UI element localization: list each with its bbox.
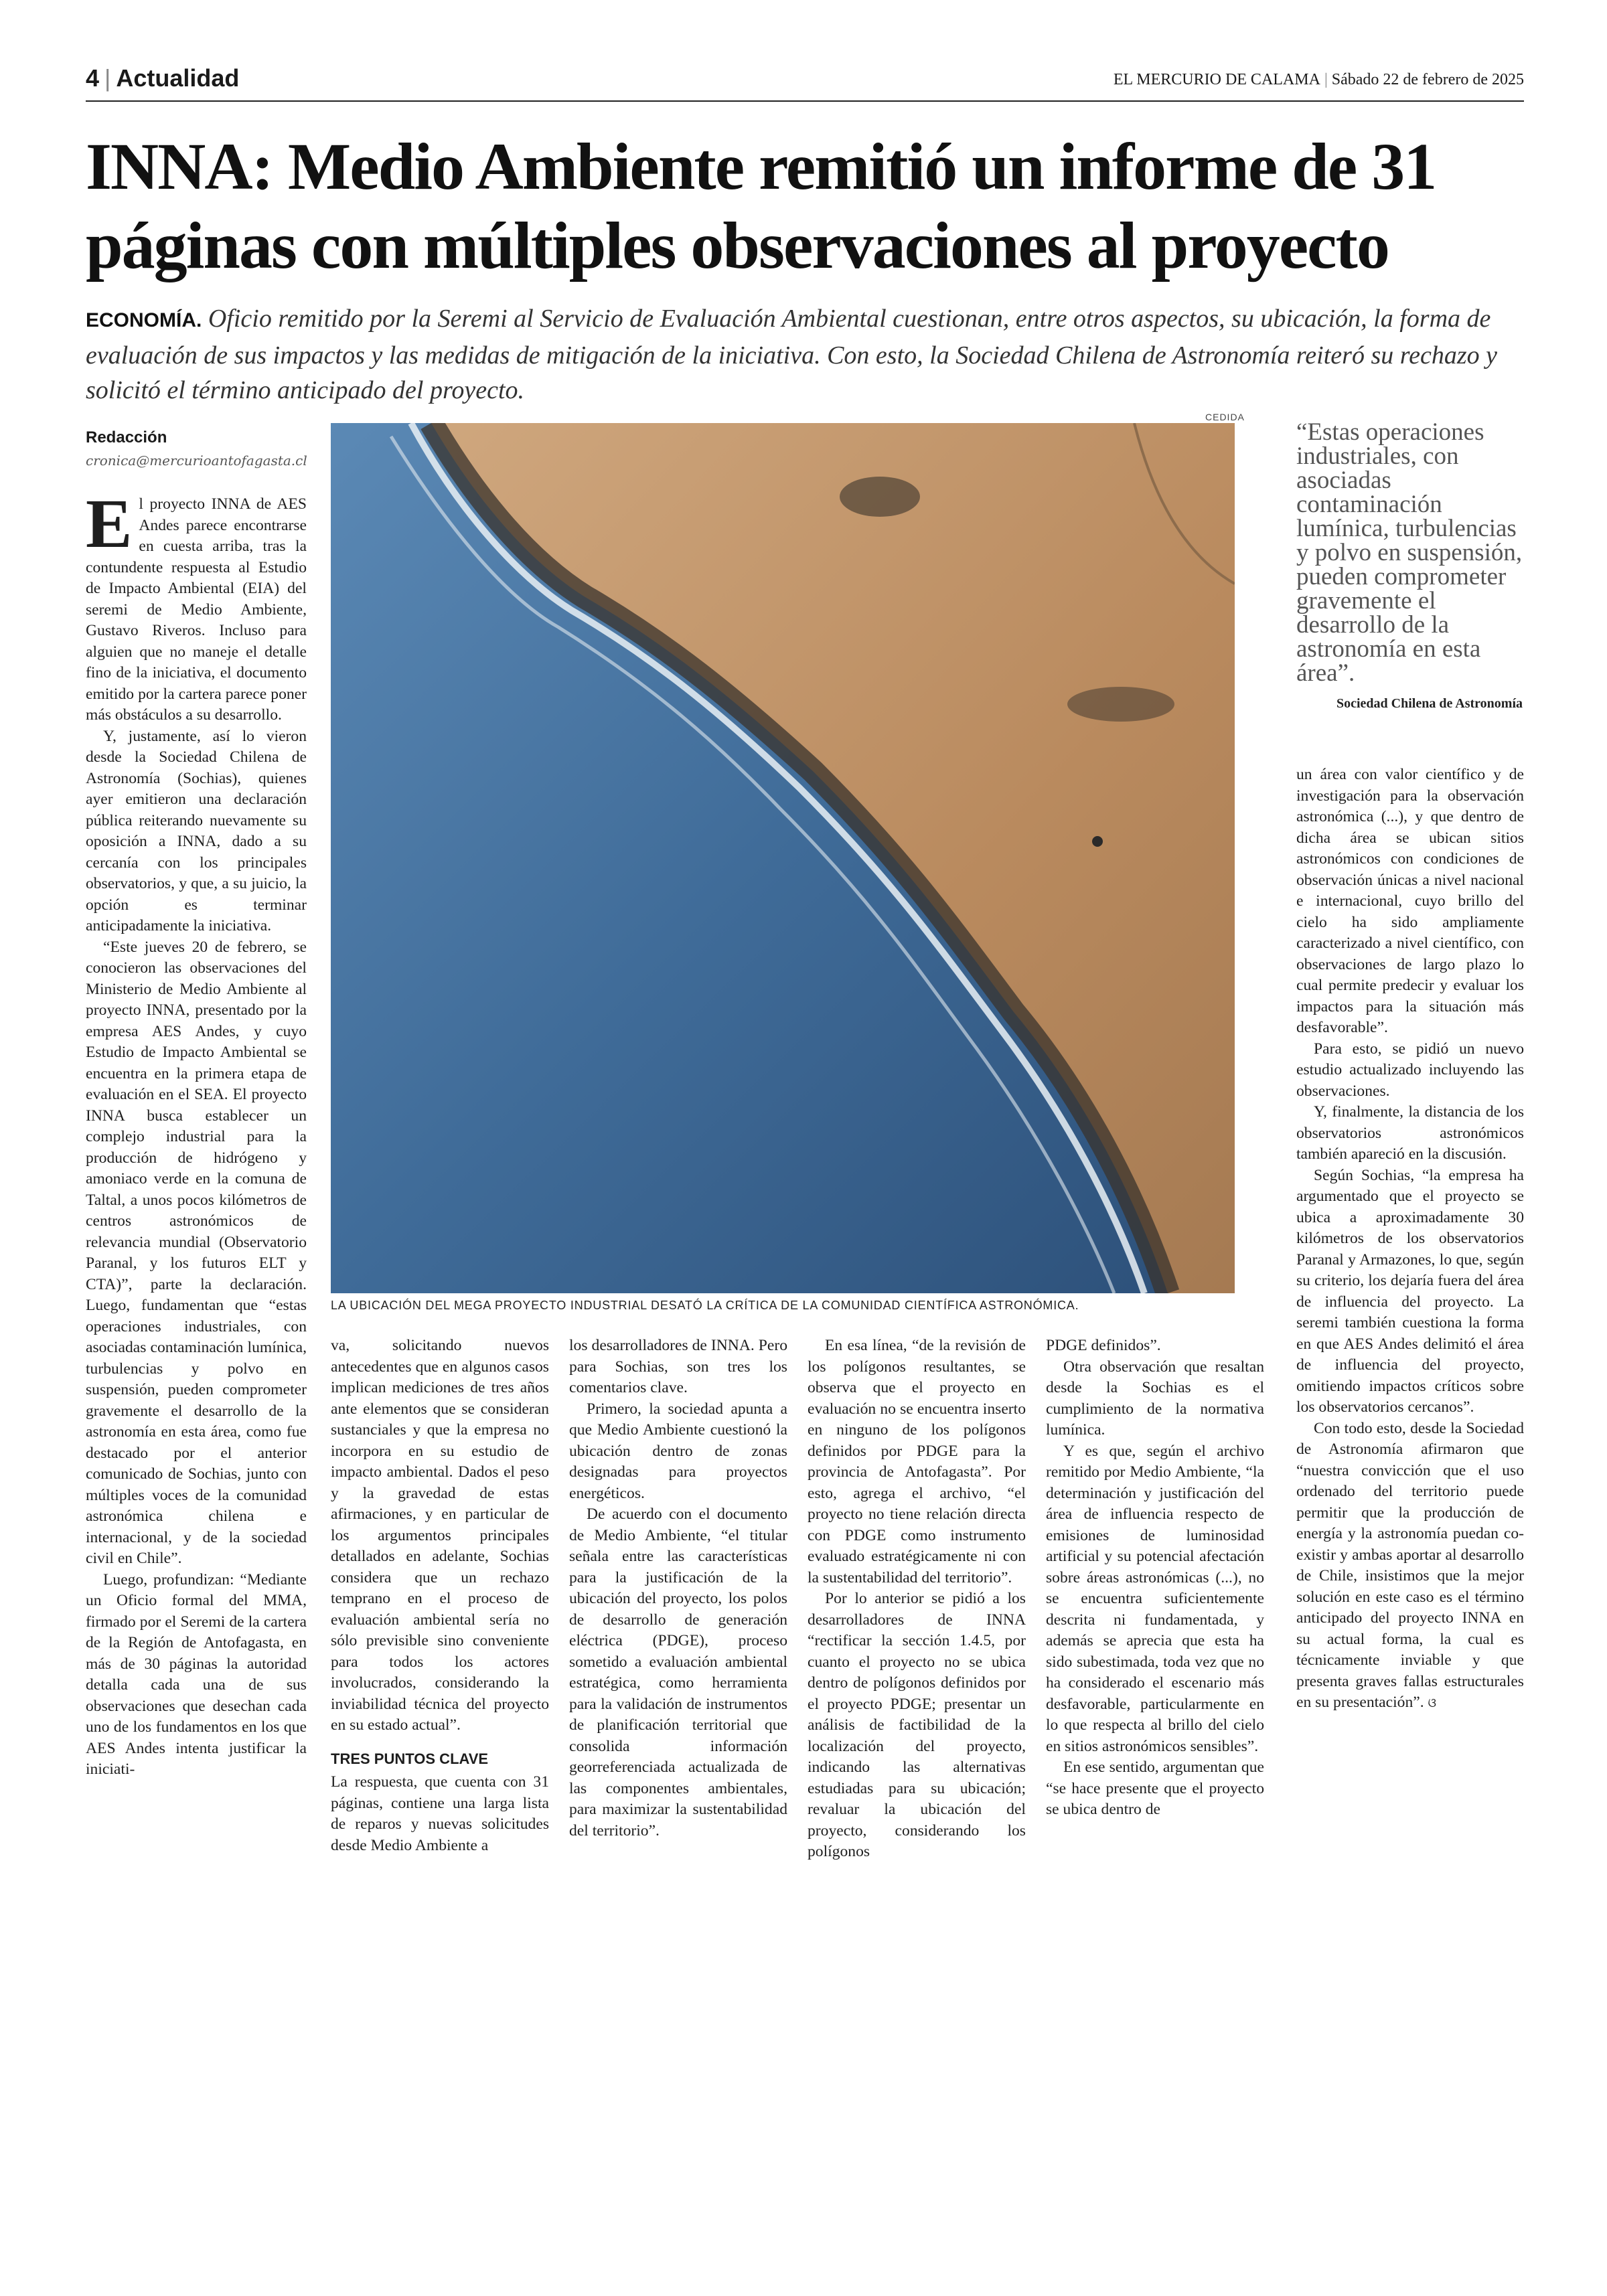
section-name: Actualidad <box>116 64 240 92</box>
body-paragraph: “Este jueves 20 de febrero, se conocieron las observaciones del Ministerio de Medio Ambiente al proyecto INNA, presentado por la empresa AES Andes, y cuyo Estudio de Impacto Ambiental se encuentra en la primera etapa de evaluación en el SEA. El proyecto INNA busca establecer un complejo industrial para la producción de hidrógeno y amoniaco verde en la comuna de Taltal, a unos pocos kilómetros de centros astronómicos de relevancia mundial (Observatorio Paranal, y los futuros ELT y CTA)”, parte la declaración. Luego, fundamentan que “estas operaciones industriales, con asociadas contaminación lumínica, turbulencias y polvo en suspensión, pueden comprometer gravemente el desarrollo de la astronomía en esta área, como fue destacado por el anterior comunicado de Sochias, junto con múltiples voces de la comunidad astronómica chilena e internacional, y de la sociedad civil en Chile”. <box>86 938 307 1567</box>
page-number: 4 <box>86 64 100 92</box>
body-paragraph: Y, justamente, así lo vieron desde la Sociedad Chilena de Astronomía (Sochias), quienes ayer emitieron una declaración pública reiterando nuevamente su oposición a INNA, dado a su cercanía con los principales observatorios, y que, a su juicio, la opción es terminar anticipadamente la iniciativa. <box>86 727 307 934</box>
body-column-1 <box>86 485 307 1781</box>
body-column-4 <box>808 1335 1026 1863</box>
divider: | <box>1324 71 1328 88</box>
byline-name: Redacción <box>86 428 167 446</box>
body-paragraph: Por lo anterior se pidió a los desarrolladores de INNA “rectificar la sección 1.4.5, por cuanto el proyecto no se ubica dentro de polígonos definidos por el proyecto PDGE; presentar un análisis de factibilidad de la localización del proyecto, indicando las alternativas estudiadas para su ubicación; revaluar la ubicación del proyecto, considerando los polígonos <box>808 1590 1026 1860</box>
publication-info <box>1114 71 1524 89</box>
body-paragraph: Primero, la sociedad apunta a que Medio Ambiente cuestionó la ubicación dentro de zonas designadas para proyectos energéticos. <box>569 1400 787 1502</box>
body-paragraph: Otra observación que resaltan desde la Sochias es el cumplimiento de la normativa lumínica. <box>1046 1358 1264 1439</box>
byline-email[interactable]: cronica@mercurioantofagasta.cl <box>86 453 307 469</box>
photo-caption: LA UBICACIÓN DEL MEGA PROYECTO INDUSTRIAL DESATÓ LA CRÍTICA DE LA COMUNIDAD CIENTÍFICA ASTRONÓMICA. <box>331 1299 1079 1312</box>
end-mark-icon: ଓ <box>1428 1696 1437 1710</box>
body-paragraph: PDGE definidos”. <box>1046 1337 1161 1354</box>
section-label <box>86 64 239 92</box>
body-paragraph: Para esto, se pidió un nuevo estudio actualizado incluyendo las observaciones. <box>1296 1040 1524 1100</box>
body-paragraph: La respuesta, que cuenta con 31 páginas, contiene una larga lista de reparos y nuevas solicitudes desde Medio Ambiente a <box>331 1773 549 1854</box>
body-paragraph: En ese sentido, argumentan que “se hace presente que el proyecto se ubica dentro de <box>1046 1758 1264 1818</box>
body-column-6 <box>1296 764 1524 1714</box>
body-paragraph: El proyecto INNA de AES Andes parece encontrarse en cuesta arriba, tras la contundente respuesta al Estudio de Impacto Ambiental (EIA) del seremi de Medio Ambiente, Gustavo Riveros. Incluso para alguien que no maneje el detalle fino de la iniciativa, el documento emitido por la cartera parece poner más obstáculos a su desarrollo. <box>86 485 307 724</box>
pull-quote: “Estas operaciones industriales, con asociadas contaminación lumínica, turbulencias y polvo en suspensión, pueden comprometer gravemente el desarrollo de la astronomía en esta área”. <box>1296 418 1523 687</box>
body-paragraph: Y es que, según el archivo remitido por Medio Ambiente, “la determinación y justificación del área de influencia respecto de emisiones de luminosidad artificial y su potencial afectación sobre áreas astronómicas (...), no se encuentra suficientemente descrita ni fundamentada, y además se aprecia que esta ha sido subestimada, toda vez que no ha considerado el escenario más desfavorable, particularmente en lo que respecta al brillo del cielo en sitios astronómicos sensibles”. <box>1046 1442 1264 1755</box>
lede <box>86 301 1524 408</box>
byline <box>86 428 307 469</box>
body-column-3 <box>569 1335 787 1841</box>
divider: | <box>104 64 111 92</box>
drop-cap: E <box>86 485 133 562</box>
body-paragraph: Y, finalmente, la distancia de los observatorios astronómicos también apareció en la discusión. <box>1296 1103 1524 1163</box>
photo-credit: CEDIDA <box>1205 412 1245 422</box>
coastline-image <box>331 423 1235 1293</box>
body-paragraph: va, solicitando nuevos antecedentes que en algunos casos implican mediciones de tres años ante elementos que se consideran sustanciales y que la empresa no incorpora en su estudio de impacto ambiental. Dados el peso y la gravedad de estas afirmaciones, y en particular de los argumentos principales detallados en adelante, Sochias considera que un rechazo temprano en el proceso de evaluación ambiental sería no sólo previsible sino conveniente para todos los actores involucrados, considerando la inviabilidad técnica del proyecto en su estado actual”. <box>331 1337 549 1734</box>
subhead: TRES PUNTOS CLAVE <box>331 1750 489 1767</box>
deck: Oficio remitido por la Seremi al Servicio de Evaluación Ambiental cuestionan, entre otros aspectos, su ubicación, la forma de evaluación de sus impactos y las medidas de mitigación de la iniciativa. Con esto, la Sociedad Chilena de Astronomía reiteró su rechazo y solicitó el término anticipado del proyecto. <box>86 305 1497 404</box>
publication-name: EL MERCURIO DE CALAMA <box>1113 71 1320 88</box>
publication-date: Sábado 22 de febrero de 2025 <box>1331 71 1524 88</box>
body-paragraph: un área con valor científico y de investigación para la observación astronómica (...), y que dentro de dicha área se ubican sitios astronómicos con condiciones de observación únicas a nivel nacional e internacional, cuyo brillo del cielo ha sido ampliamente caracterizado a nivel científico, con observaciones de largo plazo lo cual permite predecir y evaluar los impactos para la situación más desfavorable”. <box>1296 766 1524 1036</box>
body-paragraph: Luego, profundizan: “Mediante un Oficio formal del MMA, firmado por el Seremi de la cartera de la Región de Antofagasta, en más de 30 páginas la autoridad detalla cada una de sus observaciones que desechan cada uno de los fundamentos en los que AES Andes intenta justificar la iniciati- <box>86 1570 307 1778</box>
body-column-5 <box>1046 1335 1264 1821</box>
body-column-2 <box>331 1335 549 1856</box>
headline: INNA: Medio Ambiente remitió un informe de 31 páginas con múltiples observaciones al proyecto <box>86 129 1436 282</box>
coastline-photo <box>331 423 1235 1293</box>
kicker: ECONOMÍA. <box>86 309 202 331</box>
page-header <box>86 64 1524 102</box>
body-paragraph: Según Sochias, “la empresa ha argumentado que el proyecto se ubica a aproximadamente 30 kilómetros de los observatorios Paranal y Armazones, lo que, según su criterio, los dejaría fuera del área de influencia del proyecto. La seremi también cuestiona la forma en que AES Andes delimitó el área de influencia del proyecto, omitiendo impactos críticos sobre los observatorios cercanos”. <box>1296 1166 1524 1416</box>
body-paragraph: En esa línea, “de la revisión de los polígonos resultantes, se observa que el proyecto en evaluación no se encuentra inserto en ninguno de los polígonos definidos por PDGE para la provincia de Antofagasta”. Por esto, agrega el archivo, “el proyecto no tiene relación directa con PDGE como instrumento evaluado estratégicamente ni con la sustentabilidad del territorio”. <box>808 1337 1026 1586</box>
pull-quote-source: Sociedad Chilena de Astronomía <box>1336 696 1523 711</box>
body-paragraph: los desarrolladores de INNA. Pero para Sochias, son tres los comentarios clave. <box>569 1337 787 1396</box>
body-paragraph: Con todo esto, desde la Sociedad de Astronomía afirmaron que “nuestra convicción que el uso ordenado del territorio puede permitir que la producción de energía y la astronomía puedan co-existir y ambas aportar al desarrollo de Chile, insistimos que la mejor solución en este caso es el término anticipado del proyecto INNA en su actual forma, la cual es técnicamente inviable y que presenta graves fallas estructurales en su presentación”. ଓ <box>1296 1419 1524 1711</box>
body-paragraph: De acuerdo con el documento de Medio Ambiente, “el titular señala entre las características para la justificación de la ubicación del proyecto, los polos de desarrollo de generación eléctrica (PDGE), proceso sometido a evaluación ambiental estratégica, como herramienta para la validación de instrumentos de planificación territorial que consolida información georreferenciada actualizada de las componentes ambientales, para maximizar la sustentabilidad del territorio”. <box>569 1505 787 1839</box>
